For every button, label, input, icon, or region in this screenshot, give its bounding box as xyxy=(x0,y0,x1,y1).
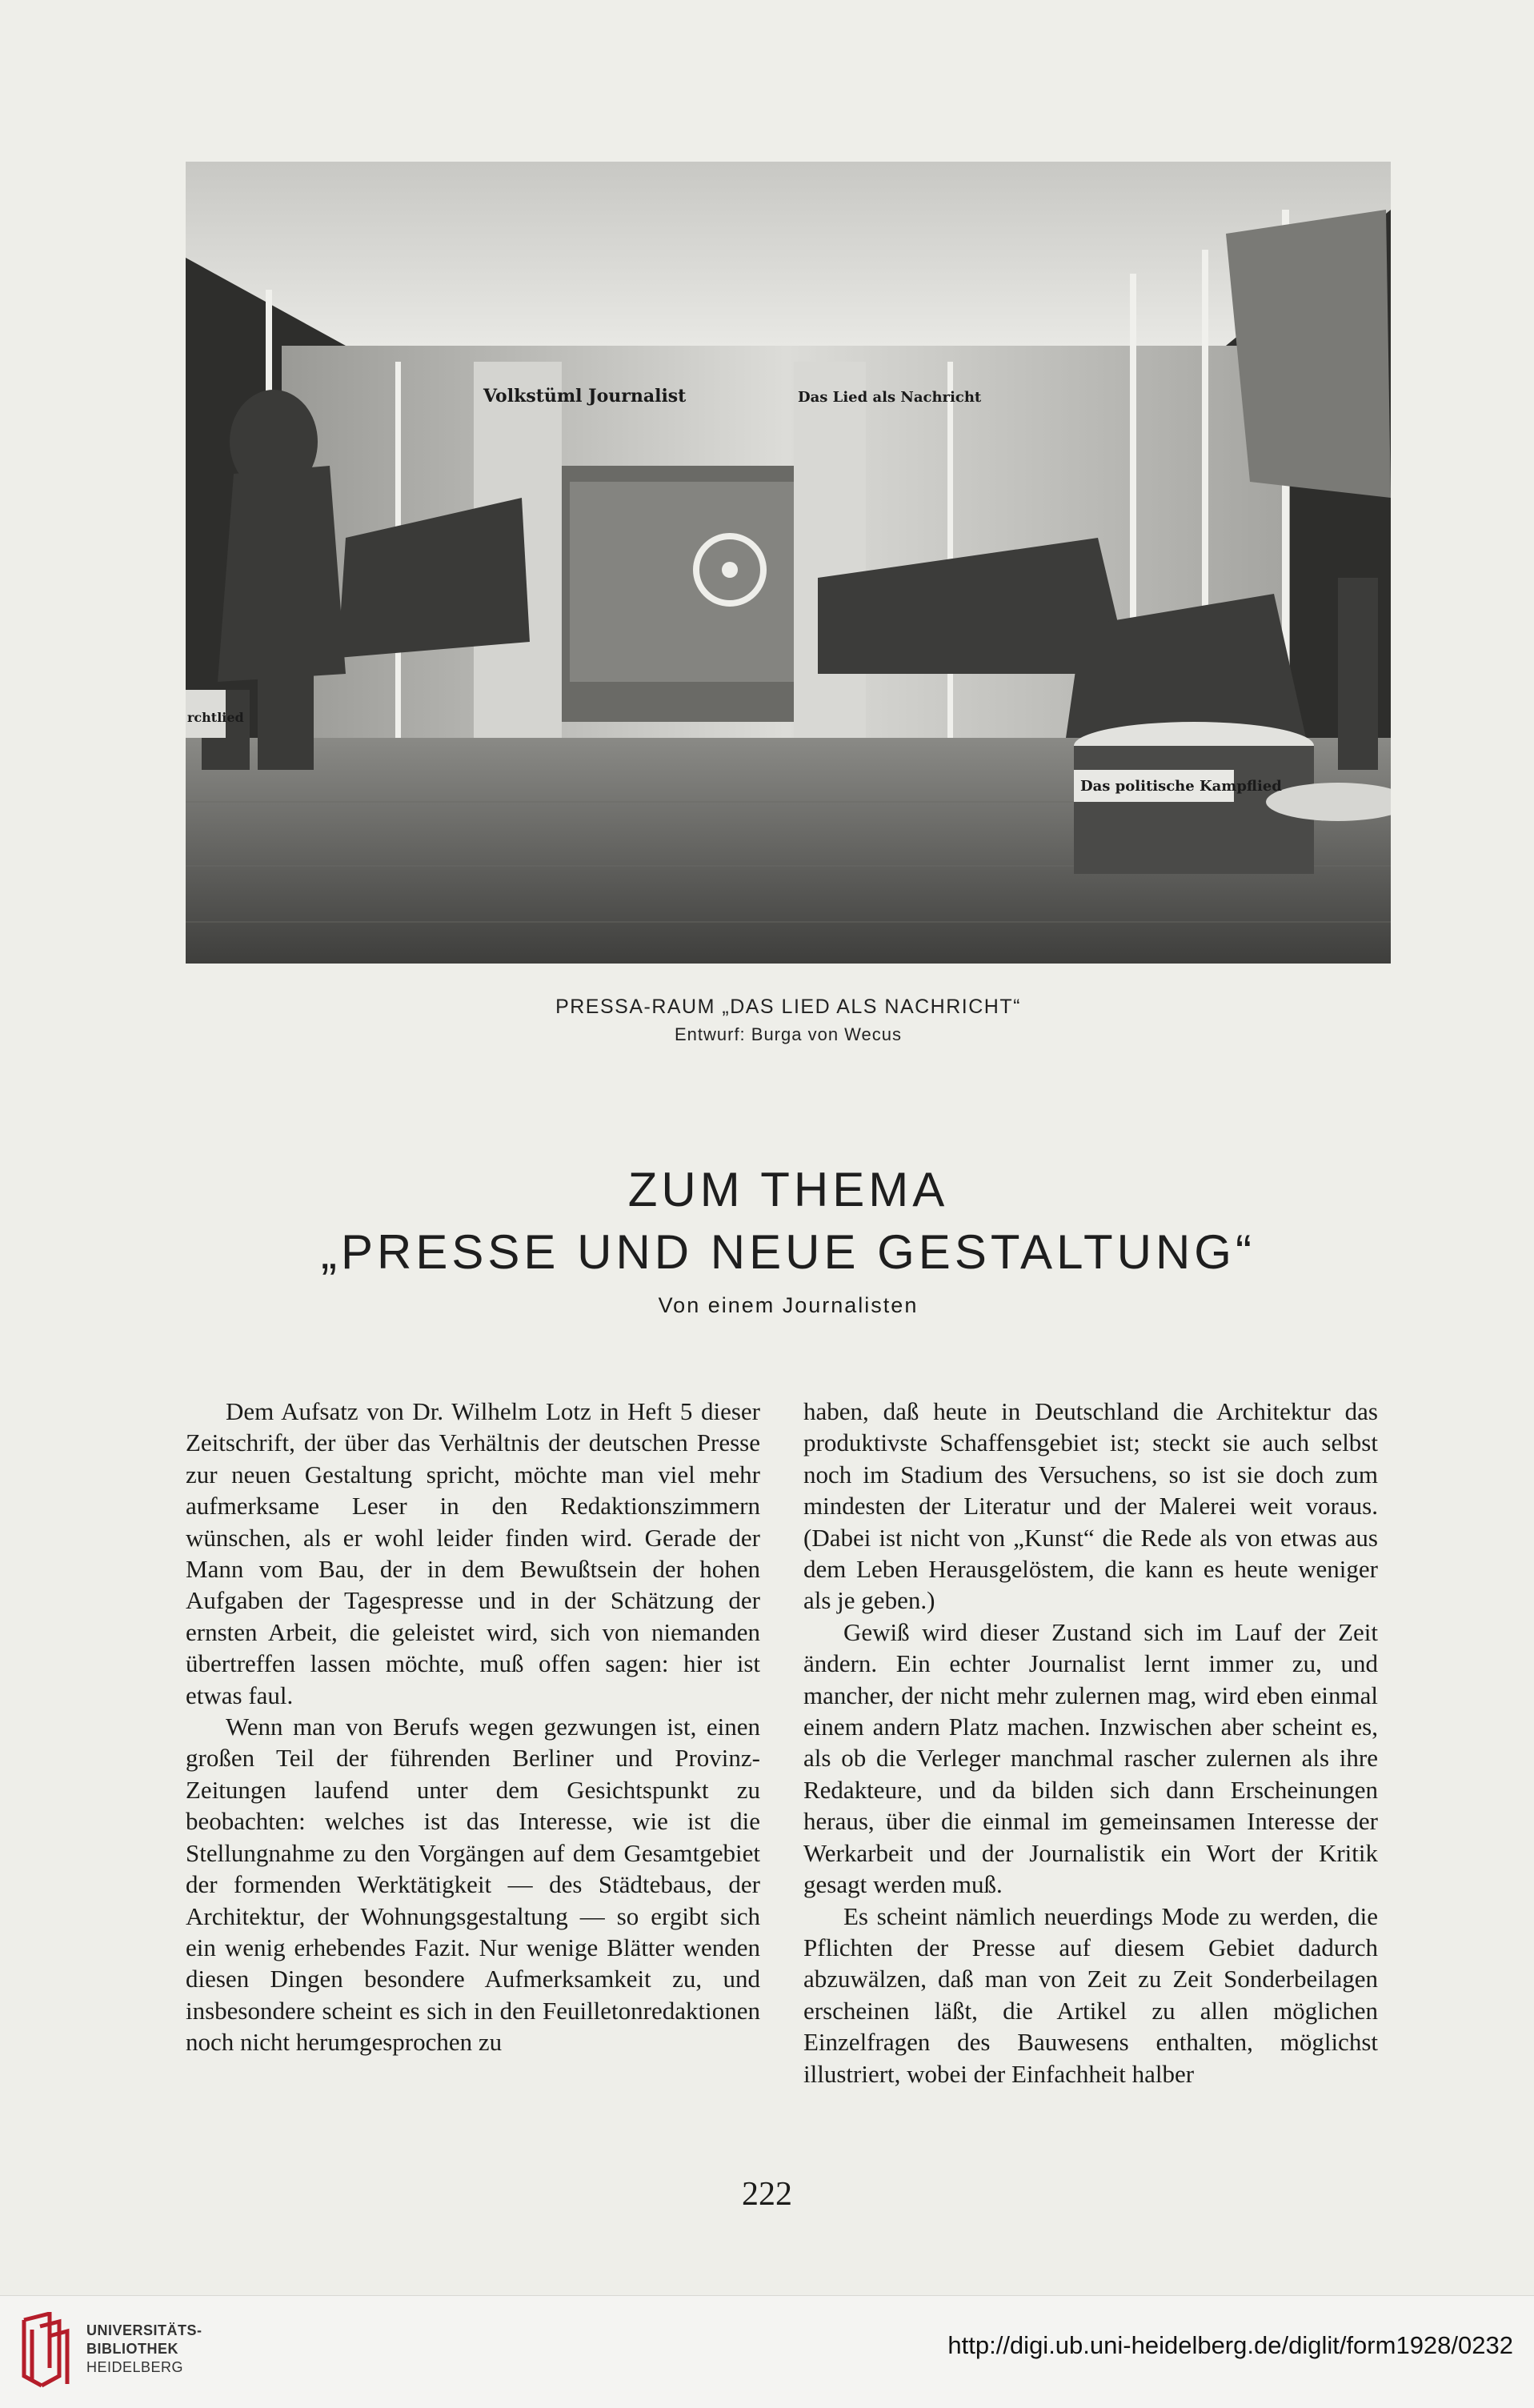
paragraph: Wenn man von Berufs wegen gezwungen ist, einen großen Teil der führenden Berliner und Provinz-Zeitungen laufend unter dem Gesichtspunkt zu beobachten: welches ist das Interesse, wie ist die Stellungnahme zu den Vorgängen auf dem Gesamtgebiet der formenden Werktätigkeit — des Städtebaus, der Architektur, der Wohnungsgestaltung — so ergibt sich ein wenig erhebendes Fazit. Nur wenige Blätter wenden diesen Dingen besondere Aufmerksamkeit zu, und insbesondere scheint es sich in den Feuilletonredaktionen noch nicht herumgesprochen zu xyxy=(186,1713,760,2057)
article-byline: Von einem Journalisten xyxy=(658,1293,919,1317)
article-title-line-2: „PRESSE UND NEUE GESTALTUNG“ xyxy=(321,1225,1256,1279)
page-number: 222 xyxy=(742,2176,792,2213)
photo-caption-credit: Entwurf: Burga von Wecus xyxy=(674,1024,903,1044)
source-url-link[interactable]: http://digi.ub.uni-heidelberg.de/diglit/form1928/0232 xyxy=(947,2331,1513,2359)
library-name-line-3: HEIDELBERG xyxy=(86,2359,184,2375)
paragraph: Dem Aufsatz von Dr. Wilhelm Lotz in Heft 5 dieser Zeitschrift, der über das Verhältnis der deutschen Presse zur neuen Gestaltung spricht, möchte man viel mehr aufmerksame Leser in den Redaktionszimmern wünschen, als er wohl leider finden wird. Gerade der Mann vom Bau, der in dem Bewußtsein der hohen Aufgaben der Tagespresse und in der Schätzung der ernsten Arbeit, die geleistet wird, sich von niemanden übertreffen lassen möchte, muß offen sagen: hier ist etwas faul. xyxy=(186,1397,760,1709)
left-text-column xyxy=(186,1396,760,2058)
library-footer xyxy=(0,2295,1534,2408)
article-title-line-1: ZUM THEMA xyxy=(627,1163,949,1216)
photo-panel-label-far-left: rchtlied xyxy=(187,710,244,725)
paragraph: haben, daß heute in Deutschland die Architektur das produktivste Schaffensgebiet ist; steckt sie auch selbst noch im Stadium des Versuchens, so ist sie doch zum mindesten der Literatur und der Malerei weit voraus. (Dabei ist nicht von „Kunst“ die Rede als von etwas aus dem Leben Herausgelöstem, die kann es heute weniger als je geben.) xyxy=(803,1397,1378,1615)
photo-panel-label-left: Volkstüml Journalist xyxy=(483,386,687,407)
photo-panel-label-middle: Das Lied als Nachricht xyxy=(798,389,982,406)
library-name-line-1: UNIVERSITÄTS- xyxy=(86,2322,202,2338)
paragraph: Gewiß wird dieser Zustand sich im Lauf der Zeit ändern. Ein echter Journalist lernt immer zu, und mancher, der nicht mehr zulernen mag, wird eben einmal einem andern Platz machen. Inzwischen aber scheint es, als ob die Verleger manchmal rascher zulernen als ihre Redakteure, und da bilden sich dann Erscheinungen heraus, über die einmal im gemeinsamen Interesse der Werkarbeit und der Journalistik ein Wort der Kritik gesagt werden muß. xyxy=(803,1617,1378,1899)
photo-panel-label-right: Das politische Kampflied xyxy=(1080,778,1282,795)
exhibition-photo xyxy=(186,162,1391,964)
library-logo-icon xyxy=(18,2312,74,2392)
library-name xyxy=(86,2322,202,2377)
photo-caption-title: PRESSA-RAUM „DAS LIED ALS NACHRICHT“ xyxy=(555,996,1021,1018)
paragraph: Es scheint nämlich neuerdings Mode zu werden, die Pflichten der Presse auf diesem Gebiet dadurch abzuwälzen, daß man von Zeit zu Zeit Sonderbeilagen erscheinen läßt, die Artikel zu allen möglichen Einzelfragen des Bauwesens enthalten, möglichst illustriert, wobei der Einfachheit halber xyxy=(803,1901,1378,2088)
right-text-column xyxy=(803,1396,1378,2089)
library-name-line-2: BIBLIOTHEK xyxy=(86,2341,178,2357)
